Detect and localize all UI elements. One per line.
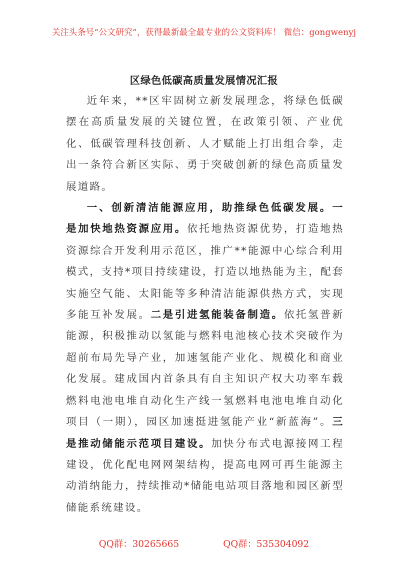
header-promo-note: 关注头条号“公文研究”，获得最新最全最专业的公文资料库！ 微信：gongwenyj xyxy=(51,27,357,37)
document-title: 区绿色低碳高质量发展情况汇报 xyxy=(129,75,279,87)
point-3-title: 三是推动储能示范项目建设。 xyxy=(66,416,344,450)
footer-contacts xyxy=(0,536,408,550)
section-1-heading: 一、创新清洁能源应用，助推绿色低碳发展。 xyxy=(86,202,333,215)
footer-qq-group-1: QQ群：30265665 xyxy=(98,539,180,550)
point-3-text: 加快分布式电源接网工程建设，优化配电网网架结构，提高电网可再生能源主动消纳能力，持续推动*储能电站项目落地和园区新型储能系统建设。 xyxy=(66,437,344,514)
point-2-title: 二是引进氢能装备制造。 xyxy=(150,309,284,322)
point-1-text: 依托地热资源优势，打造地热资源综合开发利用示范区，推广**能源中心综合利用模式，支持*项目持续建设，打造以地热能为主，配套实施空气能、太阳能等多种清洁能源供热方式，实现多能互补发展。 xyxy=(66,223,345,322)
intro-paragraph: 近年来，**区牢固树立新发展理念，将绿色低碳摆在高质量发展的关键位置，在政策引领、产业优化、低碳管理科技创新、人才赋能上打出组合拳，走出一条符合新区实际、勇于突破创新的绿色高质量发展道路。 xyxy=(66,95,344,193)
point-2-text: 依托氢普新能源，积极推动以氢能与燃料电池核心技术突破作为超前布局先导产业，加速氢能产业化、规模化和商业化发展。建成国内首条具有自主知识产权大功率车载燃料电池电堆自动化生产线一氢燃料电池电堆自动化项目（一期），园区加速挺进氢能产业“新蓝海”。 xyxy=(66,309,345,429)
section-1-paragraph xyxy=(66,198,344,519)
document-body xyxy=(66,91,344,519)
footer-qq-group-2: QQ群：535304092 xyxy=(223,539,310,550)
point-1-title: 一是加快地热资源应用。 xyxy=(66,202,344,236)
